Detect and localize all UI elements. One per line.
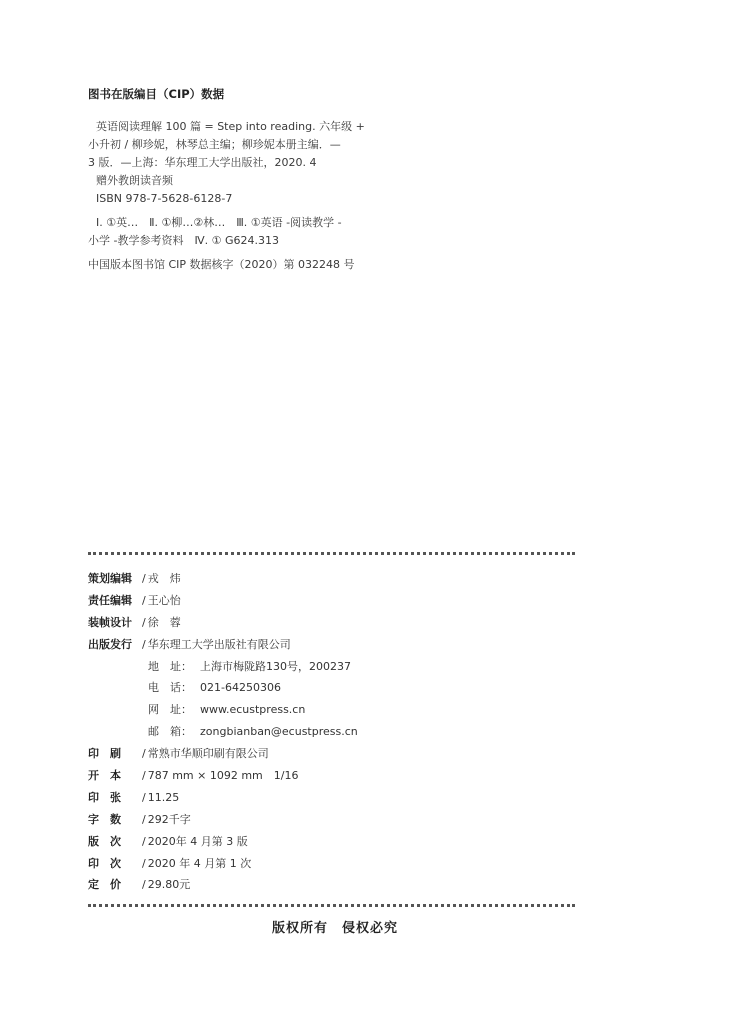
cip-entry-line: 小升初 / 柳珍妮，林琴总主编；柳珍妮本册主编．— (88, 138, 341, 151)
contact-label: 地 址： (148, 659, 192, 673)
colophon-row (88, 568, 568, 590)
contact-value: www.ecustpress.cn (200, 703, 306, 717)
colophon (88, 568, 568, 896)
colophon-value: 787 mm × 1092 mm 1/16 (147, 769, 299, 783)
colophon-row (88, 831, 568, 853)
publisher-email (88, 721, 568, 743)
colophon-value: 常熟市华顺印刷有限公司 (147, 747, 269, 761)
colophon-value: 2020年 4 月第 3 版 (147, 834, 248, 848)
cip-entry-line: 英语阅读理解 100 篇 = Step into reading. 六年级 + (96, 120, 365, 133)
colophon-label: 责任编辑 (88, 593, 132, 607)
dotted-divider-top (88, 552, 575, 555)
colophon-label: 开 本 (88, 769, 121, 783)
colophon-separator: / (142, 637, 146, 651)
colophon-separator: / (142, 572, 146, 585)
cip-title: 图书在版编目（CIP）数据 (88, 87, 225, 101)
cip-record-number: 中国版本图书馆 CIP 数据核字（2020）第 032248 号 (88, 258, 355, 271)
colophon-row (88, 765, 568, 787)
cip-classification-line: Ⅰ. ①英… Ⅱ. ①柳…②林… Ⅲ. ①英语 -阅读教学 - (96, 216, 342, 229)
cip-entry-line: 3 版．—上海：华东理工大学出版社，2020. 4 (88, 156, 317, 169)
colophon-row (88, 809, 568, 831)
colophon-row (88, 590, 568, 612)
contact-value: 021-64250306 (200, 681, 281, 695)
colophon-value: 王心怡 (147, 593, 181, 607)
colophon-separator: / (142, 790, 146, 804)
colophon-value: 11.25 (147, 790, 180, 804)
cip-classification (88, 214, 408, 250)
colophon-separator: / (142, 878, 146, 892)
colophon-value: 292千字 (147, 812, 191, 826)
cip-entry (88, 118, 408, 208)
dotted-divider-bottom (88, 904, 575, 907)
colophon-row (88, 787, 568, 809)
colophon-value: 徐 蓉 (147, 615, 181, 629)
colophon-label: 印 刷 (88, 747, 121, 761)
colophon-label: 版 次 (88, 834, 121, 848)
colophon-row (88, 612, 568, 634)
colophon-separator: / (142, 812, 146, 826)
colophon-label: 装帧设计 (88, 615, 132, 629)
publisher-address (88, 656, 568, 678)
colophon-label: 印 次 (88, 856, 121, 870)
colophon-separator: / (142, 615, 146, 629)
publisher-phone (88, 677, 568, 699)
cip-isbn: ISBN 978-7-5628-6128-7 (96, 192, 233, 205)
colophon-separator: / (142, 856, 146, 870)
colophon-separator: / (142, 593, 146, 607)
publisher-website (88, 699, 568, 721)
colophon-separator: / (142, 747, 146, 761)
colophon-row (88, 634, 568, 656)
colophon-label: 印 张 (88, 790, 121, 804)
publisher-name: 华东理工大学出版社有限公司 (147, 637, 291, 651)
colophon-row (88, 743, 568, 765)
colophon-value: 戎 炜 (147, 572, 181, 585)
contact-label: 网 址： (148, 703, 192, 717)
colophon-separator: / (142, 834, 146, 848)
contact-label: 电 话： (148, 681, 192, 695)
colophon-label: 策划编辑 (88, 572, 132, 585)
colophon-row (88, 874, 568, 896)
colophon-separator: / (142, 769, 146, 783)
contact-label: 邮 箱： (148, 725, 192, 739)
cip-classification-line: 小学 -教学参考资料 Ⅳ. ① G624.313 (88, 234, 279, 247)
price-value: 29.80元 (147, 878, 191, 892)
contact-value: 上海市梅陇路130号，200237 (200, 659, 351, 673)
colophon-label: 定 价 (88, 878, 121, 892)
cip-data-block (88, 86, 408, 274)
colophon-label: 出版发行 (88, 637, 132, 651)
colophon-label: 字 数 (88, 812, 121, 826)
colophon-value: 2020 年 4 月第 1 次 (147, 856, 252, 870)
copyright-notice: 版权所有 侵权必究 (271, 921, 398, 936)
cip-entry-line: 赠外教朗读音频 (96, 174, 173, 187)
contact-value: zongbianban@ecustpress.cn (200, 725, 358, 739)
colophon-row (88, 853, 568, 875)
